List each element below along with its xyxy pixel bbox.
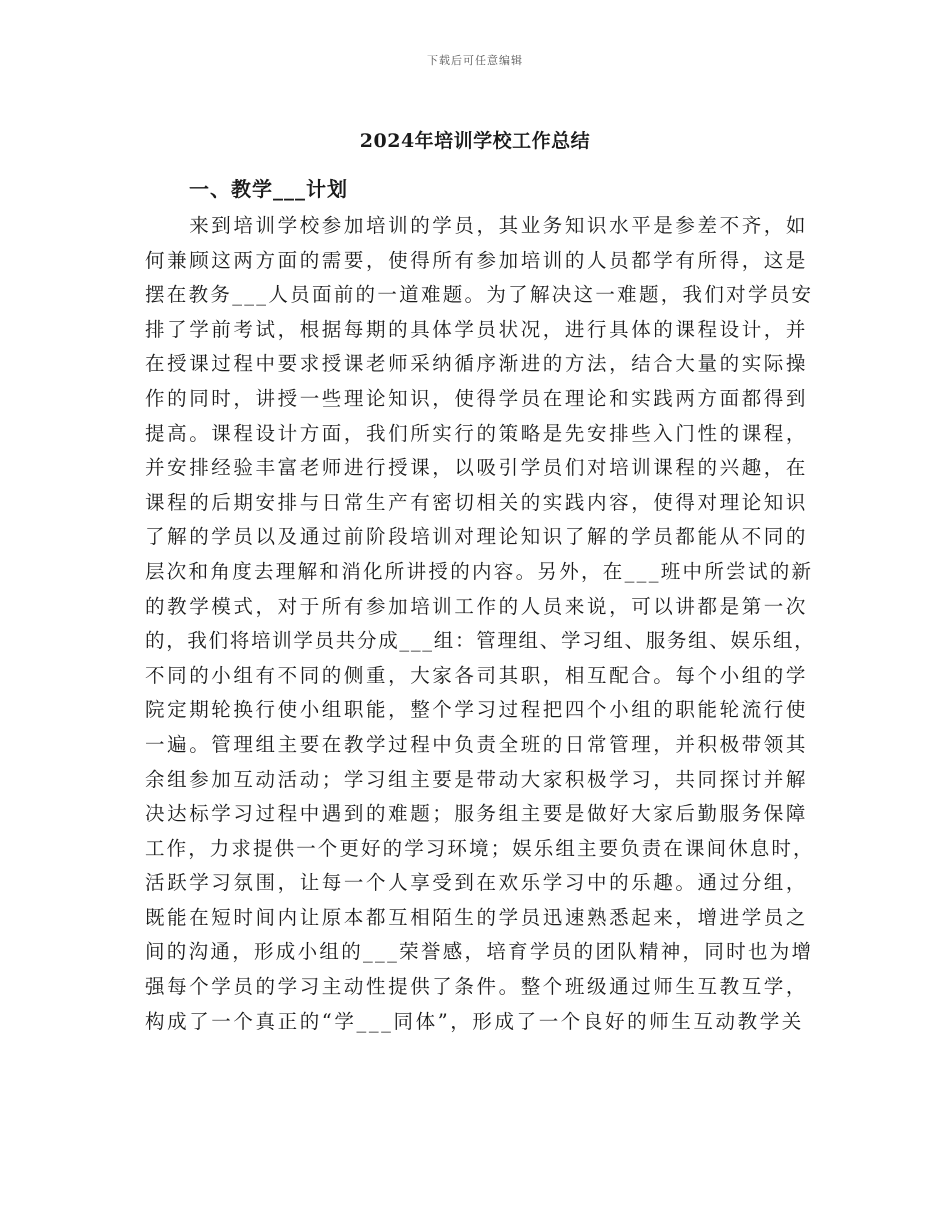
body-line: 强每个学员的学习主动性提供了条件。整个班级通过师生互教互学， [145,975,809,999]
body-line: 间的沟通，形成小组的___荣誉感，培育学员的团队精神，同时也为增 [145,940,814,964]
body-line: 作的同时，讲授一些理论知识，使得学员在理论和实践两方面都得到 [145,386,809,410]
body-line: 摆在教务___人员面前的一道难题。为了解决这一难题，我们对学员安 [145,283,814,307]
page-header: 下载后可任意编辑 [427,54,523,67]
body-text [145,209,815,1039]
body-line: 的教学模式，对于所有参加培训工作的人员来说，可以讲都是第一次 [145,594,809,618]
body-line: 层次和角度去理解和消化所讲授的内容。另外，在___班中所尝试的新 [145,559,814,583]
body-line: 课程的后期安排与日常生产有密切相关的实践内容，使得对理论知识 [145,490,809,514]
body-line: 提高。课程设计方面，我们所实行的策略是先安排些入门性的课程， [145,421,809,445]
body-line: 来到培训学校参加培训的学员，其业务知识水平是参差不齐，如 [145,214,809,237]
body-line: 何兼顾这两方面的需要，使得所有参加培训的人员都学有所得，这是 [145,248,809,272]
body-line: 既能在短时间内让原本都互相陌生的学员迅速熟悉起来，增进学员之 [145,905,809,929]
body-line: 余组参加互动活动；学习组主要是带动大家积极学习，共同探讨并解 [145,767,809,791]
body-line: 决达标学习过程中遇到的难题；服务组主要是做好大家后勤服务保障 [145,802,809,826]
body-line: 活跃学习氛围，让每一个人享受到在欢乐学习中的乐趣。通过分组， [145,871,809,895]
body-line: 排了学前考试，根据每期的具体学员状况，进行具体的课程设计，并 [145,317,809,341]
body-line: 构成了一个真正的“学___同体”，形成了一个良好的师生互动教学关 [145,1009,804,1033]
body-line: 了解的学员以及通过前阶段培训对理论知识了解的学员都能从不同的 [145,525,809,549]
body-line: 院定期轮换行使小组职能，整个学习过程把四个小组的职能轮流行使 [145,698,809,722]
body-line: 工作，力求提供一个更好的学习环境；娱乐组主要负责在课间休息时， [145,836,815,860]
body-line: 并安排经验丰富老师进行授课，以吸引学员们对培训课程的兴趣，在 [145,456,809,480]
body-line: 不同的小组有不同的侧重，大家各司其职，相互配合。每个小组的学 [145,663,809,687]
document-title: 2024年培训学校工作总结 [359,130,591,152]
body-line: 在授课过程中要求授课老师采纳循序渐进的方法，结合大量的实际操 [145,352,809,376]
body-line: 一遍。管理组主要在教学过程中负责全班的日常管理，并积极带领其 [145,732,809,756]
section-heading: 一、教学___计划 [189,177,348,201]
body-line: 的，我们将培训学员共分成___组：管理组、学习组、服务组、娱乐组， [145,629,816,653]
